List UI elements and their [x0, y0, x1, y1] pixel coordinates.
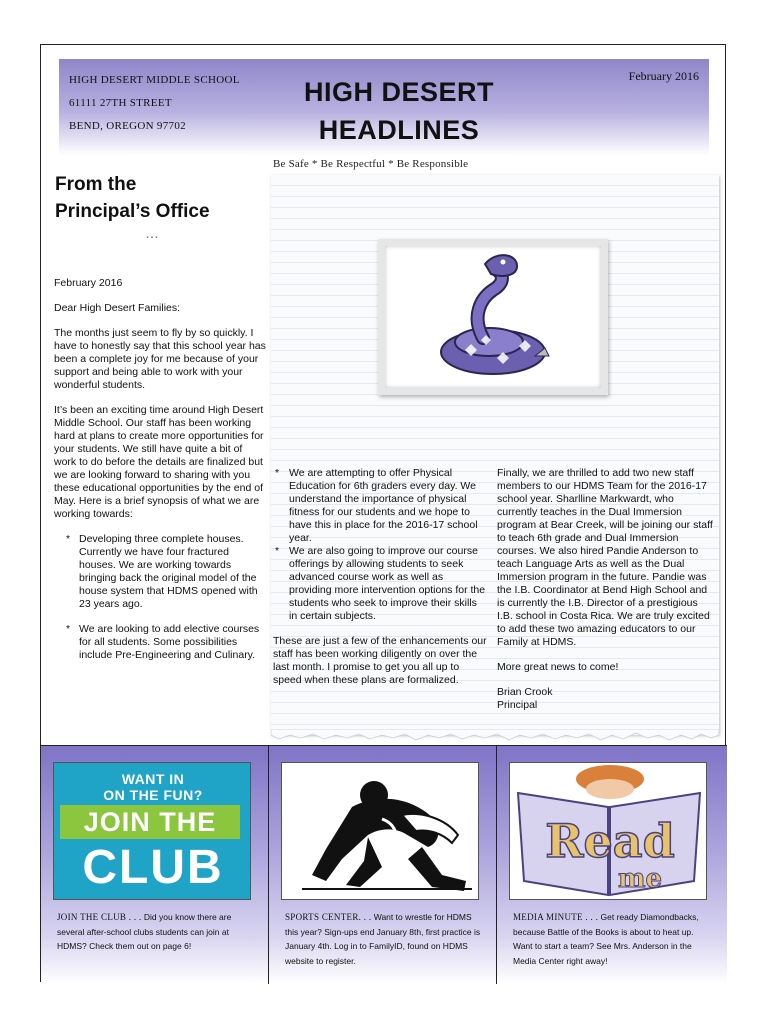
book-word-read: Read: [545, 814, 675, 868]
sports-center-panel: [269, 746, 497, 984]
list-item: [273, 545, 487, 623]
club-graphic-background: [54, 763, 251, 900]
list-item: [273, 467, 487, 545]
club-want-line: WANT IN: [121, 771, 185, 787]
address-line: 61111 27TH STREET: [69, 97, 172, 109]
letter-paragraph: It’s been an exciting time around High Desert Middle School. Our staff has been working hard at plans to create more opportunities for your students. We still have quite a bit of work to do before the details are finalized but we are looking forward to sharing with you these educational opportunities by the end of May. Here is a brief synopsis of what we are working towards:: [54, 404, 264, 520]
list-item-text: Developing three complete houses. Currently we have four fractured houses. We are working towards bringing back the original model of the house system that HDMS opened with 23 years ago.: [79, 533, 258, 610]
caption-lead: JOIN THE CLUB . . .: [57, 912, 142, 922]
club-club-text: CLUB: [82, 841, 224, 894]
bullet-star-icon: *: [275, 545, 280, 557]
join-club-graphic: [53, 762, 251, 900]
wrestlers-illustration: [281, 762, 479, 900]
letter-bullet-list: [273, 467, 487, 623]
masthead: [59, 59, 709, 155]
letter-closing: More great news to come!: [497, 661, 619, 673]
caption-lead: MEDIA MINUTE . . .: [513, 912, 599, 922]
address-line: HIGH DESERT MIDDLE SCHOOL: [69, 74, 240, 86]
join-club-panel: [41, 746, 269, 984]
heading-dots: …: [145, 225, 160, 241]
principal-letter-middle-column: [273, 467, 487, 687]
panel-caption: [513, 910, 709, 968]
club-want-text: [54, 771, 251, 803]
bullet-star-icon: *: [66, 623, 71, 635]
club-join-text: JOIN THE: [60, 805, 240, 839]
panel-caption: [57, 910, 253, 954]
issue-date: February 2016: [628, 69, 699, 83]
caption-text: Want to wrestle for HDMS this year? Sign-ups end January 8th, first practice is January 4th. Log in to FamilyID, found on HDMS website to register.: [285, 912, 481, 966]
list-item-text: We are also going to improve our course offerings by allowing students to seek advanced course work as well as providing more intervention options for the students who seek to improve their skills in certain subjects.: [289, 545, 486, 622]
list-item: [54, 533, 266, 611]
address-line: BEND, OREGON 97702: [69, 120, 186, 132]
rattlesnake-mascot-icon: [385, 246, 601, 388]
signature-name: Brian Crook: [497, 686, 553, 698]
heading-line: Principal’s Office: [55, 201, 210, 222]
letter-date: February 2016: [54, 277, 123, 289]
list-item: [54, 623, 266, 662]
signature-title: Principal: [497, 699, 538, 711]
letter-greeting: Dear High Desert Families:: [54, 302, 181, 314]
caption-text: Get ready Diamondbacks, because Battle of the Books is about to heat up. Want to start a team? See Mrs. Anderson in the Media Center right away!: [513, 912, 699, 966]
letter-paragraph: Finally, we are thrilled to add two new staff members to our HDMS Team for the 2016-17 school year. Sharlline Markwardt, who currently teaches in the Dual Immersion program at Bear Creek, will be joining our staff to teach 6th grade and Dual Immersion courses. We also hired Pandie Anderson to teach Language Arts as well as the Dual Immersion program in the future. Pandie was the I.B. Coordinator at Bend High School and is currently the I.B. Director of a prestigious I.B. school in Costa Rica. We are truly excited to add these two amazing educators to our Family at HDMS.: [497, 467, 713, 648]
wrestlers-icon: [282, 763, 479, 900]
newsletter-title: [289, 73, 509, 149]
letter-bullet-list: [54, 533, 266, 662]
list-item-text: We are looking to add elective courses for all students. Some possibilities include Pre-Engineering and Culinary.: [79, 623, 260, 661]
book-icon: [510, 763, 707, 900]
heading-line: From the: [55, 174, 137, 195]
media-minute-panel: [497, 746, 727, 984]
newsletter-page: [40, 44, 726, 982]
title-line: HEADLINES: [318, 115, 480, 145]
bullet-star-icon: *: [275, 467, 280, 479]
book-word-me: me: [617, 864, 663, 894]
mascot-frame: [378, 239, 608, 395]
club-want-line: ON THE FUN?: [103, 787, 203, 803]
principal-letter-right-column: [497, 467, 715, 712]
caption-text: Did you know there are several after-school clubs students can join at HDMS? Check them out on page 6!: [57, 912, 232, 951]
school-address: [69, 69, 240, 138]
letter-paragraph: The months just seem to fly by so quickly. I have to honestly say that this school year has been a complete joy for me because of your support and being able to work with your wonderful students.: [54, 327, 266, 391]
torn-paper-edge: [271, 729, 719, 743]
panel-caption: [285, 910, 481, 968]
principal-heading: [55, 171, 210, 225]
school-motto: Be Safe * Be Respectful * Be Responsible: [273, 158, 469, 170]
list-item-text: We are attempting to offer Physical Education for 6th graders every day. We understand the importance of physical fitness for our students and we hope to have this in place for the 2016-17 school year.: [289, 467, 478, 544]
bullet-star-icon: *: [66, 533, 71, 545]
letter-paragraph: These are just a few of the enhancements our staff has been working diligently on over the last month. I promise to get you all up to speed when these plans are formalized.: [273, 635, 487, 686]
read-me-book-illustration: [509, 762, 707, 900]
feature-panels: [41, 745, 727, 983]
principal-letter-left-column: [54, 277, 266, 674]
title-line: HIGH DESERT: [303, 77, 495, 107]
caption-lead: SPORTS CENTER. . .: [285, 912, 372, 922]
